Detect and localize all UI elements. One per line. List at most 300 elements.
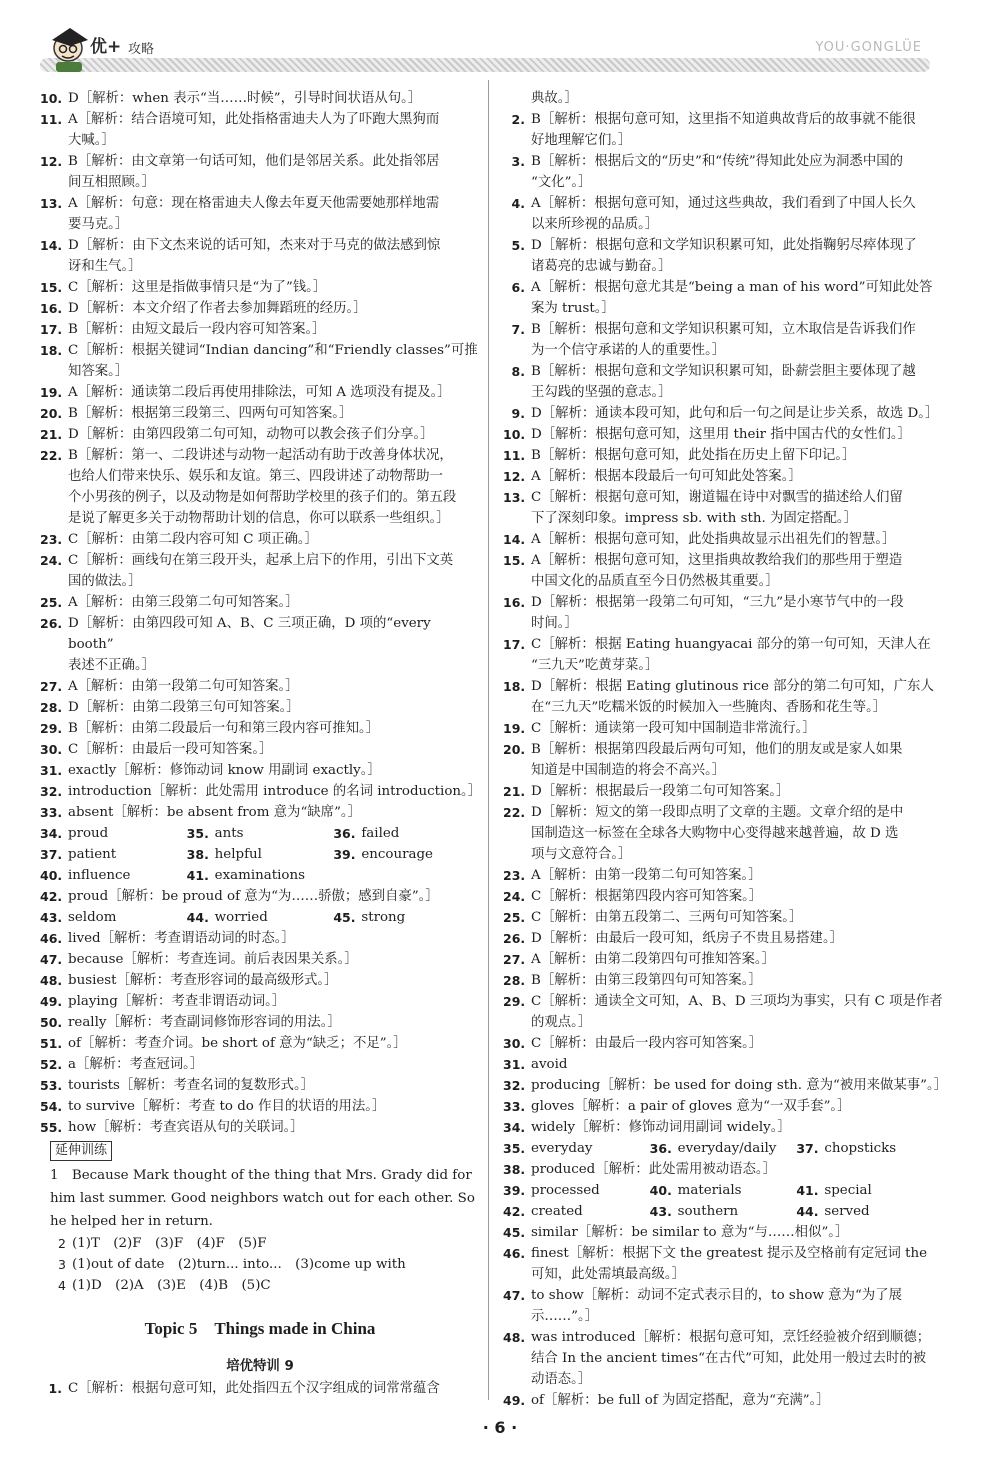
answer-text xyxy=(68,340,480,382)
answer-line: to show［解析：动词不定式表示目的，to show 意为“为了展 xyxy=(531,1288,902,1303)
answer-text xyxy=(68,298,480,319)
answer-item xyxy=(503,1159,943,1180)
word-answer-row xyxy=(40,865,480,886)
answer-list-left-b xyxy=(40,928,480,1138)
answer-text xyxy=(531,424,943,445)
answer-line: “三九天”吃黄芽菜。］ xyxy=(531,658,659,673)
answer-item xyxy=(503,865,943,886)
answer-item xyxy=(503,1390,943,1411)
answer-item xyxy=(503,739,943,781)
answer-line: A［解析：通读第二段后再使用排除法，可知 A 选项没有提及。］ xyxy=(68,385,451,400)
answer-line: C［解析：根据第四段内容可知答案。］ xyxy=(531,889,763,904)
answer-number: 28. xyxy=(503,973,526,988)
answer-item xyxy=(40,277,480,298)
answer-text xyxy=(68,109,480,151)
answer-line: 案为 trust。］ xyxy=(531,301,615,316)
answer-word: chopsticks xyxy=(824,1141,897,1156)
answer-line: was introduced［解析：根据句意可知，烹饪经验被介绍到顺德； xyxy=(531,1330,931,1345)
answer-number: 42. xyxy=(40,889,63,904)
answer-line: B［解析：由短文最后一段内容可知答案。］ xyxy=(68,322,326,337)
answer-line: 下了深刻印象。impress sb. with sth. 为固定搭配。］ xyxy=(531,511,857,526)
answer-line: 结合 In the ancient times“在古代”可知，此处用一般过去时的被 xyxy=(531,1351,927,1366)
answer-word: encourage xyxy=(361,847,433,862)
answer-text xyxy=(531,1222,943,1243)
answer-number: 52. xyxy=(40,1057,63,1072)
answer-text xyxy=(531,403,943,424)
answer-number: 24. xyxy=(503,889,526,904)
answer-item xyxy=(40,991,480,1012)
answer-line: 示……”。］ xyxy=(531,1309,599,1324)
answer-line: D［解析：根据第一段第二句可知，“三九”是小寒节气中的一段 xyxy=(531,595,904,610)
answer-line: C［解析：由最后一段内容可知答案。］ xyxy=(531,1036,763,1051)
answer-number: 18. xyxy=(40,343,63,358)
answer-number: 45. xyxy=(503,1225,526,1240)
answer-text xyxy=(68,235,480,277)
word-answer-row xyxy=(503,1180,943,1201)
word-answer-row xyxy=(40,823,480,844)
answer-item xyxy=(40,235,480,277)
answer-item xyxy=(503,907,943,928)
answer-line: C［解析：通读全文可知，A、B、D 三项均为事实，只有 C 项是作者 xyxy=(531,994,943,1009)
answer-text xyxy=(531,550,943,592)
answer-number: 31. xyxy=(40,763,63,778)
answer-number: 54. xyxy=(40,1099,63,1114)
answer-number: 15. xyxy=(503,553,526,568)
answer-number: 41. xyxy=(796,1183,819,1198)
extension-text: (1)out of date (2)turn... into... (3)come up with xyxy=(72,1257,406,1272)
answer-number: 10. xyxy=(40,91,63,106)
answer-line: widely［解析：修饰动词用副词 widely。］ xyxy=(531,1120,791,1135)
answer-line: C［解析：画线句在第三段开头，起承上启下的作用，引出下文英 xyxy=(68,553,454,568)
answer-number: 16. xyxy=(40,301,63,316)
answer-line: 可知，此处需填最高级。］ xyxy=(531,1267,685,1282)
answer-text: produced［解析：此处需用被动语态。］ xyxy=(531,1162,776,1177)
answer-word: strong xyxy=(361,910,406,925)
answer-list-left-a xyxy=(40,88,480,823)
answer-number: 20. xyxy=(40,406,63,421)
answer-item xyxy=(503,1096,943,1117)
answer-item xyxy=(503,277,943,319)
answer-number: 44. xyxy=(796,1204,819,1219)
answer-number: 1. xyxy=(48,1381,62,1396)
logo-subtitle: 攻略 xyxy=(128,42,155,57)
answer-line: 讶和生气。］ xyxy=(68,259,142,274)
answer-item xyxy=(40,445,480,529)
answer-number: 35. xyxy=(503,1141,526,1156)
answer-line: finest［解析：根据下文 the greatest 提示及空格前有定冠词 the xyxy=(531,1246,928,1261)
answer-number: 29. xyxy=(503,994,526,1009)
answer-line: exactly［解析：修饰动词 know 用副词 exactly。］ xyxy=(68,763,381,778)
answer-text xyxy=(68,802,480,823)
answer-number: 31. xyxy=(503,1057,526,1072)
answer-text: tourists［解析：考查名词的复数形式。］ xyxy=(68,1078,315,1093)
answer-text: proud［解析：be proud of 意为“为……骄傲；感到自豪”。］ xyxy=(68,889,439,904)
answer-text: of［解析：考查介词。be short of 意为“缺乏；不足”。］ xyxy=(68,1036,407,1051)
answer-number: 26. xyxy=(503,931,526,946)
word-answer-row xyxy=(40,907,480,928)
answer-line: C［解析：根据关键词“Indian dancing”和“Friendly classes”可推 xyxy=(68,343,478,358)
answer-line: A［解析：根据句意可知，此处指典故显示出祖先们的智慧。］ xyxy=(531,532,896,547)
answer-text: lived［解析：考查谓语动词的时态。］ xyxy=(68,931,295,946)
answer-number: 36. xyxy=(649,1141,672,1156)
word-answer-cell xyxy=(187,907,334,928)
answer-word: failed xyxy=(361,826,400,841)
answer-line: B［解析：根据后文的“历史”和“传统”得知此处应为洞悉中国的 xyxy=(531,154,903,169)
answer-number: 22. xyxy=(40,448,63,463)
answer-number: 30. xyxy=(503,1036,526,1051)
answer-line: 以来所珍视的品质。］ xyxy=(531,217,659,232)
answer-number: 38. xyxy=(503,1162,526,1177)
answer-item xyxy=(40,88,480,109)
answer-text xyxy=(68,445,480,529)
answer-number: 47. xyxy=(40,952,63,967)
answer-line: D［解析：when 表示“当……时候”，引导时间状语从句。］ xyxy=(68,91,422,106)
answer-line: 项与文意符合。］ xyxy=(531,847,632,862)
answer-item xyxy=(503,886,943,907)
answer-line: D［解析：由最后一段可知，纸房子不贵且易搭建。］ xyxy=(531,931,844,946)
right-column xyxy=(503,88,948,1411)
answer-line: 知道是中国制造的将会不高兴。］ xyxy=(531,763,726,778)
word-answer-cell xyxy=(503,1138,650,1159)
answer-text xyxy=(68,550,480,592)
answer-number: 42. xyxy=(503,1204,526,1219)
answer-word: helpful xyxy=(214,847,262,862)
word-answer-cell xyxy=(40,844,187,865)
answer-item xyxy=(503,550,943,592)
answer-number: 48. xyxy=(503,1330,526,1345)
answer-item xyxy=(40,970,480,991)
answer-number: 27. xyxy=(503,952,526,967)
answer-line: introduction［解析：此处需用 introduce 的名词 introduction。］ xyxy=(68,784,482,799)
answer-line: 是说了解更多关于动物帮助计划的信息，你可以联系一些组织。］ xyxy=(68,511,450,526)
answer-line: C［解析：通读第一段可知中国制造非常流行。］ xyxy=(531,721,816,736)
answer-word: materials xyxy=(677,1183,742,1198)
answer-number: 21. xyxy=(503,784,526,799)
answer-number: 21. xyxy=(40,427,63,442)
answer-number: 10. xyxy=(503,427,526,442)
answer-number: 53. xyxy=(40,1078,63,1093)
answer-item xyxy=(503,949,943,970)
answer-line: 要马克。］ xyxy=(68,217,129,232)
answer-item xyxy=(40,697,480,718)
answer-text xyxy=(531,1096,943,1117)
answer-number: 28. xyxy=(40,700,63,715)
answer-item xyxy=(40,1096,480,1117)
answer-item xyxy=(503,361,943,403)
answer-text: playing［解析：考查非谓语动词。］ xyxy=(68,994,286,1009)
extension-item xyxy=(40,1275,480,1296)
answer-text xyxy=(531,445,943,466)
answer-number: 11. xyxy=(503,448,526,463)
answer-item xyxy=(40,928,480,949)
answer-number: 50. xyxy=(40,1015,63,1030)
answer-number: 12. xyxy=(503,469,526,484)
answer-line: D［解析：短文的第一段即点明了文章的主题。文章介绍的是中 xyxy=(531,805,904,820)
answer-line: B［解析：根据句意和文学知识积累可知，立木取信是告诉我们作 xyxy=(531,322,916,337)
answer-number: 22. xyxy=(503,805,526,820)
answer-line: D［解析：根据 Eating glutinous rice 部分的第二句可知，广东人 xyxy=(531,679,934,694)
answer-number: 14. xyxy=(40,238,63,253)
answer-number: 25. xyxy=(40,595,63,610)
topic-title: Topic 5 Things made in China xyxy=(144,1319,376,1338)
answer-item xyxy=(503,592,943,634)
answer-line: A［解析：根据句意可知，这里指典故教给我们的那些用于塑造 xyxy=(531,553,903,568)
answer-item xyxy=(503,1285,943,1327)
answer-line: B［解析：根据句意可知，这里指不知道典故背后的故事就不能很 xyxy=(531,112,916,127)
answer-line: gloves［解析：a pair of gloves 意为“一双手套”。］ xyxy=(531,1099,851,1114)
answer-number: 41. xyxy=(186,868,209,883)
brand-name: YOU·GONGLÜE xyxy=(815,40,922,55)
answer-text xyxy=(531,109,943,151)
answer-item xyxy=(40,781,480,802)
answer-text xyxy=(531,235,943,277)
answer-number: 8. xyxy=(511,364,525,379)
answer-number: 13. xyxy=(503,490,526,505)
answer-text xyxy=(531,886,943,907)
answer-number: 6. xyxy=(511,280,525,295)
answer-number: 35. xyxy=(186,826,209,841)
answer-item xyxy=(40,676,480,697)
answer-number: 7. xyxy=(511,322,525,337)
answer-item xyxy=(40,340,480,382)
answer-number: 9. xyxy=(511,406,525,421)
answer-number: 43. xyxy=(40,910,63,925)
answer-item xyxy=(40,718,480,739)
answer-line: 在“三九天”吃糯米饭的时候加入一些腌肉、香肠和花生等。］ xyxy=(531,700,887,715)
answer-line: A［解析：由第三段第二句可知答案。］ xyxy=(68,595,299,610)
answer-line: 间互相照顾。］ xyxy=(68,175,156,190)
answer-text xyxy=(68,613,480,676)
extension-number: 4 xyxy=(58,1278,66,1293)
answer-item xyxy=(503,466,943,487)
left-column xyxy=(40,88,480,1399)
answer-text xyxy=(531,1243,943,1285)
answer-word: ants xyxy=(214,826,244,841)
answer-text xyxy=(68,277,480,298)
extension-text: (1)D (2)A (3)E (4)B (5)C xyxy=(72,1278,271,1293)
answer-word: special xyxy=(824,1183,872,1198)
answer-text xyxy=(68,697,480,718)
answer-line: avoid xyxy=(531,1057,568,1072)
answer-item xyxy=(503,151,943,193)
answer-number: 2. xyxy=(511,112,525,127)
answer-item xyxy=(503,445,943,466)
answer-line: 个小男孩的例子，以及动物是如何帮助学校里的孩子们的。第五段 xyxy=(68,490,457,505)
answer-line: D［解析：根据句意可知，这里用 their 指中国古代的女性们。］ xyxy=(531,427,911,442)
answer-line: 为一个信守承诺的人的重要性。］ xyxy=(531,343,726,358)
answer-line: A［解析：句意：现在格雷迪夫人像去年夏天他需要她那样地需 xyxy=(68,196,440,211)
word-answer-grid-right-a xyxy=(503,1138,943,1159)
answer-text xyxy=(531,1075,948,1096)
answer-number: 40. xyxy=(649,1183,672,1198)
answer-number: 48. xyxy=(40,973,63,988)
answer-line: D［解析：根据句意和文学知识积累可知，此处指鞠躬尽瘁体现了 xyxy=(531,238,917,253)
word-answer-cell xyxy=(40,823,187,844)
answer-text xyxy=(531,634,943,676)
answer-text xyxy=(531,676,943,718)
answer-text xyxy=(531,1054,943,1075)
answer-number: 24. xyxy=(40,553,63,568)
answer-line: C［解析：根据句意可知，谢道韫在诗中对飘雪的描述给人们留 xyxy=(531,490,903,505)
answer-text xyxy=(531,361,943,403)
answer-text: because［解析：考查连词。前后表因果关系。］ xyxy=(68,952,358,967)
answer-word: proud xyxy=(68,826,109,841)
word-answer-cell xyxy=(333,907,480,928)
word-answer-cell xyxy=(40,865,187,886)
answer-text xyxy=(531,718,943,739)
answer-line: B［解析：根据句意和文学知识积累可知，卧薪尝胆主要体现了越 xyxy=(531,364,916,379)
answer-number: 49. xyxy=(40,994,63,1009)
answer-item xyxy=(503,193,943,235)
answer-item xyxy=(503,1033,943,1054)
answer-number: 39. xyxy=(503,1183,526,1198)
answer-text xyxy=(68,781,480,802)
answer-number: 25. xyxy=(503,910,526,925)
answer-item xyxy=(40,109,480,151)
answer-line: B［解析：由第二段最后一句和第三段内容可推知。］ xyxy=(68,721,380,736)
answer-text xyxy=(531,1285,943,1327)
extension-answers xyxy=(40,1233,480,1296)
answer-word: served xyxy=(824,1204,870,1219)
answer-text xyxy=(68,529,480,550)
answer-item xyxy=(503,718,943,739)
answer-item xyxy=(503,781,943,802)
answer-number: 34. xyxy=(40,826,63,841)
answer-word: examinations xyxy=(214,868,305,883)
answer-item xyxy=(503,1222,943,1243)
answer-line: D［解析：根据最后一段第二句可知答案。］ xyxy=(531,784,790,799)
answer-text: to survive［解析：考查 to do 作目的状语的用法。］ xyxy=(68,1099,386,1114)
answer-text: C［解析：根据句意可知，此处指四五个汉字组成的词常常蕴含 xyxy=(68,1381,440,1396)
answer-text xyxy=(531,277,943,319)
answer-line: absent［解析：be absent from 意为“缺席”。］ xyxy=(68,805,361,820)
answer-text xyxy=(531,1390,943,1411)
answer-line: 诸葛亮的忠诚与勤奋。］ xyxy=(531,259,672,274)
answer-text xyxy=(531,529,943,550)
answer-line: 王勾践的坚强的意志。］ xyxy=(531,385,672,400)
answer-number: 55. xyxy=(40,1120,63,1135)
answer-number: 26. xyxy=(40,616,63,631)
extension-answer-1: 1 Because Mark thought of the thing that Mrs. Grady did for him last summer. Good neighbors watch out for each other. So he helped her in return. xyxy=(50,1168,475,1229)
word-answer-cell xyxy=(503,1201,650,1222)
word-answer-cell xyxy=(333,844,480,865)
answer-text xyxy=(68,760,480,781)
answer-line: A［解析：根据句意可知，通过这些典故，我们看到了中国人长久 xyxy=(531,196,916,211)
answer-item xyxy=(40,550,480,592)
answer-item xyxy=(503,1054,943,1075)
answer-text xyxy=(68,382,480,403)
word-answer-cell xyxy=(503,1180,650,1201)
word-answer-grid-left-a xyxy=(40,823,480,886)
answer-number: 45. xyxy=(333,910,356,925)
word-answer-cell xyxy=(187,844,334,865)
answer-word: everyday/daily xyxy=(677,1141,777,1156)
answer-text xyxy=(531,949,943,970)
answer-text: how［解析：考查宾语从句的关联词。］ xyxy=(68,1120,304,1135)
answer-item xyxy=(503,424,943,445)
answer-item xyxy=(503,529,943,550)
answer-number: 17. xyxy=(40,322,63,337)
answer-text xyxy=(531,991,943,1033)
word-answer-cell xyxy=(796,1138,943,1159)
word-answer-row xyxy=(503,1201,943,1222)
answer-item xyxy=(40,151,480,193)
extension-number: 3 xyxy=(58,1257,66,1272)
extension-section-label: 延伸训练 xyxy=(50,1141,112,1161)
answer-text: a［解析：考查冠词。］ xyxy=(68,1057,204,1072)
page-header xyxy=(0,0,1000,80)
answer-word: worried xyxy=(214,910,268,925)
answer-item xyxy=(40,886,480,907)
answer-text: really［解析：考查副词修饰形容词的用法。］ xyxy=(68,1015,341,1030)
answer-number: 37. xyxy=(40,847,63,862)
answer-number: 19. xyxy=(40,385,63,400)
answer-item xyxy=(40,1117,480,1138)
answer-item xyxy=(503,235,943,277)
answer-word: southern xyxy=(677,1204,739,1219)
answer-text xyxy=(531,487,943,529)
answer-number: 15. xyxy=(40,280,63,295)
answer-line: 中国文化的品质直至今日仍然极其重要。］ xyxy=(531,574,779,589)
answer-text xyxy=(531,928,943,949)
answer-line: A［解析：由第一段第二句可知答案。］ xyxy=(531,868,762,883)
answer-text xyxy=(531,592,943,634)
word-answer-row xyxy=(503,1138,943,1159)
answer-number: 49. xyxy=(503,1393,526,1408)
answer-text xyxy=(68,424,480,445)
answer-number: 11. xyxy=(40,112,63,127)
answer-text xyxy=(68,88,480,109)
word-answer-cell xyxy=(650,1201,797,1222)
answer-number xyxy=(333,865,361,886)
extension-item xyxy=(40,1254,480,1275)
word-answer-cell xyxy=(796,1180,943,1201)
answer-item xyxy=(503,1327,943,1390)
answer-line: B［解析：由第三段第四句可知答案。］ xyxy=(531,973,762,988)
answer-number: 32. xyxy=(503,1078,526,1093)
answer-number: 27. xyxy=(40,679,63,694)
answer-line: B［解析：由文章第一句话可知，他们是邻居关系。此处指邻居 xyxy=(68,154,440,169)
answer-text xyxy=(68,676,480,697)
answer-item xyxy=(503,928,943,949)
answer-item xyxy=(40,1054,480,1075)
answer-item xyxy=(40,592,480,613)
answer-number: 23. xyxy=(503,868,526,883)
answer-number: 3. xyxy=(511,154,525,169)
answer-line: B［解析：根据第四段最后两句可知，他们的朋友或是家人如果 xyxy=(531,742,903,757)
answer-number: 20. xyxy=(503,742,526,757)
training-title: 培优特训 9 xyxy=(226,1359,294,1374)
answer-item xyxy=(40,319,480,340)
answer-item xyxy=(40,1378,480,1399)
answer-item xyxy=(40,298,480,319)
answer-word: processed xyxy=(531,1183,600,1198)
answer-line: A［解析：由第二段第四句可推知答案。］ xyxy=(531,952,776,967)
answer-number: 14. xyxy=(503,532,526,547)
answer-line: 知答案。］ xyxy=(68,364,129,379)
answer-line: D［解析：由第四段第二句可知，动物可以教会孩子们分享。］ xyxy=(68,427,434,442)
continued-text: 典故。］ xyxy=(531,91,578,106)
answer-text xyxy=(531,1033,943,1054)
answer-number: 17. xyxy=(503,637,526,652)
column-divider xyxy=(488,80,489,1400)
answer-line: C［解析：由最后一段可知答案。］ xyxy=(68,742,273,757)
answer-number: 46. xyxy=(503,1246,526,1261)
answer-text xyxy=(68,319,480,340)
word-answer-grid-right-b xyxy=(503,1180,943,1222)
answer-number: 37. xyxy=(796,1141,819,1156)
answer-item xyxy=(503,1075,948,1096)
